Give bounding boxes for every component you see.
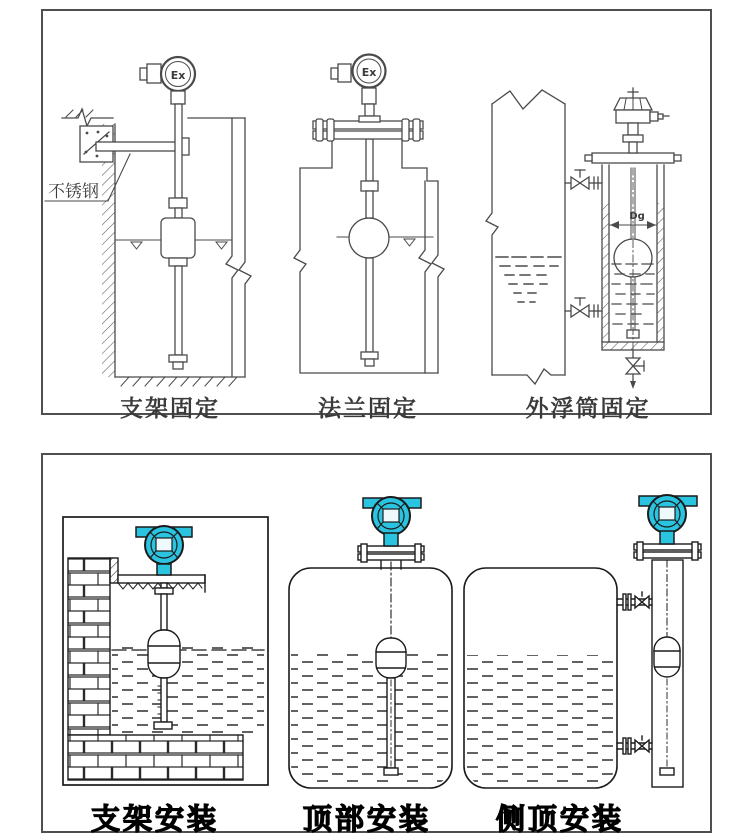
water [291, 652, 450, 786]
figure-bracket-installation [63, 517, 268, 785]
down-arrow-icon [630, 381, 636, 389]
float [376, 638, 406, 678]
caption-side-top-installation: 侧顶安装 [495, 802, 624, 836]
display-window [156, 538, 172, 551]
caption-flange-fixing: 法兰固定 [318, 396, 418, 422]
dg-label: Dg [629, 211, 645, 222]
rod-coupling [155, 588, 173, 594]
rod-coupling [169, 198, 187, 208]
head-neck [157, 564, 171, 575]
stainless-steel-label: 不锈钢 [48, 182, 99, 202]
guide-rod [366, 139, 373, 181]
rod-end-stop [154, 722, 172, 729]
transmitter-head-ex-icon [140, 57, 195, 91]
figure-bracket-fixing [45, 57, 251, 386]
display-window [659, 507, 675, 520]
bracket-shelf [118, 575, 205, 583]
water-dashes [496, 257, 561, 302]
chamber-flange [592, 153, 674, 163]
transmitter-head-icon [363, 497, 421, 546]
tank-wall-break [226, 118, 238, 377]
caption-bracket-installation: 支架安装 [90, 802, 219, 836]
drain-valve-icon [626, 350, 644, 389]
guide-rod [161, 583, 167, 588]
head-neck [171, 91, 185, 104]
guide-rod [175, 104, 182, 198]
transmitter-head-small-icon [614, 88, 669, 153]
ceiling-line [62, 109, 113, 126]
brick-wall [68, 558, 110, 735]
display-window [383, 509, 399, 522]
figure-external-chamber-fixing [486, 88, 681, 389]
float [161, 218, 195, 258]
pipe-valve-icon [617, 592, 652, 610]
tank-break-bottom [492, 369, 565, 384]
head-neck [384, 533, 398, 546]
water [112, 645, 264, 735]
float [654, 637, 680, 677]
water [466, 655, 615, 786]
caption-external-chamber-fixing: 外浮筒固定 [525, 396, 651, 422]
transmitter-head-icon [639, 495, 697, 544]
figure-top-installation [289, 497, 452, 788]
valve-icon [565, 298, 602, 317]
level-mark-icon [216, 242, 227, 249]
figure-flange-fixing [294, 55, 444, 374]
ex-label: Ex [170, 69, 186, 82]
head-neck [362, 88, 376, 104]
level-mark-icon [131, 242, 142, 249]
brick-floor [68, 735, 243, 780]
wall-ledge [110, 558, 118, 583]
rod-end-stop [660, 768, 674, 775]
bracket-arm [96, 142, 180, 151]
float [148, 630, 180, 678]
figure-side-top-installation [464, 495, 701, 788]
caption-top-installation: 顶部安装 [302, 802, 431, 836]
tank-break-top [492, 90, 565, 109]
tank-wall [486, 104, 498, 375]
valve-icon [565, 170, 602, 189]
rod-coupling [361, 181, 378, 191]
rod-end-stop [384, 768, 398, 775]
rod-end-stop [361, 352, 378, 359]
head-neck [660, 531, 674, 544]
caption-bracket-fixing: 支架固定 [120, 396, 220, 422]
top-panel-figure [41, 9, 712, 415]
level-mark-icon [404, 239, 415, 246]
float-sphere [349, 218, 389, 258]
ex-label: Ex [361, 66, 377, 79]
transmitter-head-ex-icon [331, 55, 386, 88]
bottom-panel-figure [41, 453, 712, 833]
pipe-valve-icon [617, 736, 652, 754]
rod-end-stop [169, 355, 187, 362]
